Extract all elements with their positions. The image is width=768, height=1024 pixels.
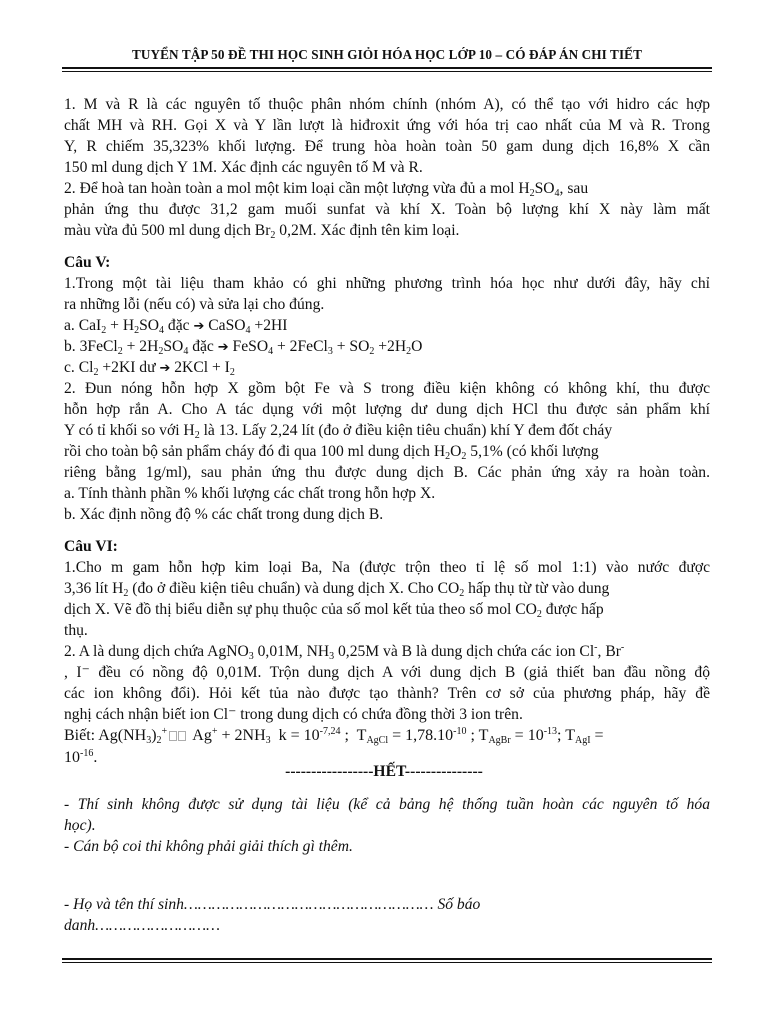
text-span: 5,1% (có khối lượng	[466, 443, 599, 460]
text-span: c. Cl	[64, 359, 94, 376]
intro-p2-line1: 2. Để hoà tan hoàn toàn a mol một kim loại cần một lượng vừa đủ a mol $H_2SO_4$, sau	[64, 180, 589, 199]
text-span: 2. Để hoà tan hoàn toàn a mol một kim loại cần một lượng vừa đủ a mol H	[64, 180, 530, 197]
text-span: dịch X. Vẽ đồ thị biểu diễn sự phụ thuộc của số mol kết tủa theo số mol CO	[64, 601, 537, 618]
text-span: , sau	[559, 180, 589, 197]
text-span: 0,01M, NH	[253, 643, 330, 660]
cau6-q1-line3: dịch X. Vẽ đồ thị biểu diễn sự phụ thuộc của số mol kết tủa theo số mol $CO_2$ được hấp	[64, 601, 604, 620]
intro-p1-line1: 1. M và R là các nguyên tố thuộc phân nhóm chính (nhóm A), có thể tạo với hidro các hợp	[64, 96, 710, 113]
cau6-q1-line1: 1.Cho m gam hỗn hợp kim loại Ba, Na (được trộn theo tỉ lệ số mol 1:1) vào nước được	[64, 559, 710, 576]
cau6-q2-line1: 2. A là dung dịch chứa AgNO$_3$ 0,01M, $NH_3$ 0,25M và B là dung dịch chứa các ion Cl-, Br-	[64, 642, 625, 662]
cau5-q2-a: a. Tính thành phần % khối lượng các chất trong hỗn hợp X.	[64, 485, 436, 502]
text-span: rồi cho toàn bộ sản phẩm cháy đó đi qua 100 ml dung dịch H	[64, 443, 446, 460]
cau6-q1-line4: thụ.	[64, 622, 88, 639]
intro-p1-line2: chất MH và RH. Gọi X và Y lần lượt là hiđroxit ứng với hóa trị cao nhất của M và R. Trong	[64, 117, 710, 134]
text-span: màu vừa đủ 500 ml dung dịch Br	[64, 222, 271, 239]
header-rule-thin	[62, 71, 712, 72]
intro-p1-line3: Y, R chiếm 35,323% khối lượng. Để trung hòa hoàn toàn 50 gam dung dịch 16,8% X cần	[64, 138, 710, 155]
cau6-title: Câu VI:	[64, 538, 118, 555]
text-span: , Br	[597, 643, 621, 660]
page-header-title: TUYỂN TẬP 50 ĐỀ THI HỌC SINH GIỎI HÓA HỌC LỚP 10 – CÓ ĐÁP ÁN CHI TIẾT	[132, 47, 642, 62]
cau5-eq-a: a. $CaI_2 + H_2SO_4$ đặc ➔ CaSO$_4$ +2HI	[64, 317, 288, 336]
note-1-line1: - Thí sinh không được sử dụng tài liệu (kể cả bảng hệ thống tuần hoàn các nguyên tố hóa	[64, 796, 710, 813]
cau5-q2-line2: hỗn hợp rắn A. Cho A tác dụng với một lượng dư dung dịch HCl thu được sản phẩm khí	[64, 401, 710, 418]
intro-p1-line4: 150 ml dung dịch Y 1M. Xác định các nguyên tố M và R.	[64, 159, 423, 176]
text-span: hấp thụ từ từ vào dung	[464, 580, 610, 597]
text-span: 0,2M. Xác định tên kim loại.	[275, 222, 460, 239]
text-span: 0,25M và B là dung dịch chứa các ion Cl	[334, 643, 595, 660]
cau5-q2-line3: Y có tỉ khối so với $H_2$ là 13. Lấy 2,24 lít (đo ở điều kiện tiêu chuẩn) khí Y đem đốt cháy	[64, 422, 613, 441]
intro-p2-line3: màu vừa đủ 500 ml dung dịch $Br_2$ 0,2M. Xác định tên kim loại.	[64, 222, 460, 241]
header-rule	[62, 67, 712, 69]
cau5-q2-b: b. Xác định nồng độ % các chất trong dung dịch B.	[64, 506, 384, 523]
text-span: (đo ở điều kiện tiêu chuẩn) và dung dịch X. Cho CO	[128, 580, 460, 597]
note-2: - Cán bộ coi thi không phải giải thích gì thêm.	[64, 838, 353, 855]
exponent: -16	[80, 748, 94, 759]
note-1-line2: học).	[64, 817, 96, 834]
text-span: Y có tỉ khối so với H	[64, 422, 195, 439]
footer-rule-thin	[62, 962, 712, 963]
cau5-title: Câu V:	[64, 254, 111, 271]
cau5-q2-line4: rồi cho toàn bộ sản phẩm cháy đó đi qua 100 ml dung dịch $H_2O_2$ 5,1% (có khối lượng	[64, 443, 599, 462]
cau6-biet-line: Biết: $Ag(NH_3)_2^+$ $Ag^+ + 2NH_3$ $k = 10^{-7,24}$ ; $T_{AgCl} = 1,78.10^{-10}$ ; $T_{AgBr} = 10^{-13}$; $T_{AgI}$ =	[64, 726, 604, 746]
text-span: a. CaI	[64, 317, 102, 334]
candidate-name-line: - Họ và tên thí sinh……………………………………………… Số báo	[64, 896, 481, 913]
cau6-q1-line2: 3,36 lít $H_2$ (đo ở điều kiện tiêu chuẩn) và dung dịch X. Cho $CO_2$ hấp thụ từ từ vào dung	[64, 580, 610, 599]
text-span: 2. A là dung dịch chứa AgNO	[64, 643, 249, 660]
cau5-q1-line1: 1.Trong một tài liệu tham khảo có ghi những phương trình hóa học như dưới đây, hãy chỉ	[64, 275, 710, 292]
cau6-biet-line2: $10^{-16}$.	[64, 748, 98, 766]
text-span: Biết: Ag(NH	[64, 727, 147, 744]
cau5-q2-line1: 2. Đun nóng hỗn hợp X gồm bột Fe và S trong điều kiện không có không khí, thu được	[64, 380, 710, 397]
text-span: b. 3FeCl	[64, 338, 118, 355]
cau5-q2-line5: riêng bằng 1g/ml), sau phản ứng thu được dung dịch B. Các phản ứng xảy ra hoàn toàn.	[64, 464, 710, 481]
text-span: được hấp	[541, 601, 604, 618]
equilibrium-arrow-icon	[169, 731, 187, 741]
cau5-eq-b: b. 3FeCl$_2$ + $2H_2SO_4$ đặc ➔ FeSO$_4$ + 2FeCl$_3$ + $SO_2 +2H_2O$	[64, 338, 423, 357]
text-span: là 13. Lấy 2,24 lít (đo ở điều kiện tiêu chuẩn) khí Y đem đốt cháy	[199, 422, 613, 439]
cau6-q2-line3: các ion không đổi). Hỏi kết tủa nào được tạo thành? Trên cơ sở của phương pháp, hãy đề	[64, 685, 710, 702]
intro-p2-line2: phản ứng thu được 31,2 gam muối sunfat và khí X. Toàn bộ lượng khí X này làm mất	[64, 201, 710, 218]
end-marker: -----------------HẾT---------------	[285, 763, 483, 780]
cau6-q2-line4: nghị cách nhận biết ion Cl⁻ trong dung dịch có chứa đồng thời 3 ion trên.	[64, 706, 523, 723]
candidate-id-line: danh………………………	[64, 917, 220, 934]
cau5-eq-c: c. $Cl_2 +2KI$ dư ➔ $2KCl + I_2$	[64, 359, 235, 378]
cau6-q2-line2: , I⁻ đều có nồng độ 0,01M. Trộn dung dịch A với dung dịch B (giả thiết ban đầu nồng độ	[64, 664, 710, 681]
cau5-q1-line2: ra những lỗi (nếu có) và sửa lại cho đúng.	[64, 296, 325, 313]
footer-rule	[62, 958, 712, 960]
text-span: 3,36 lít H	[64, 580, 124, 597]
